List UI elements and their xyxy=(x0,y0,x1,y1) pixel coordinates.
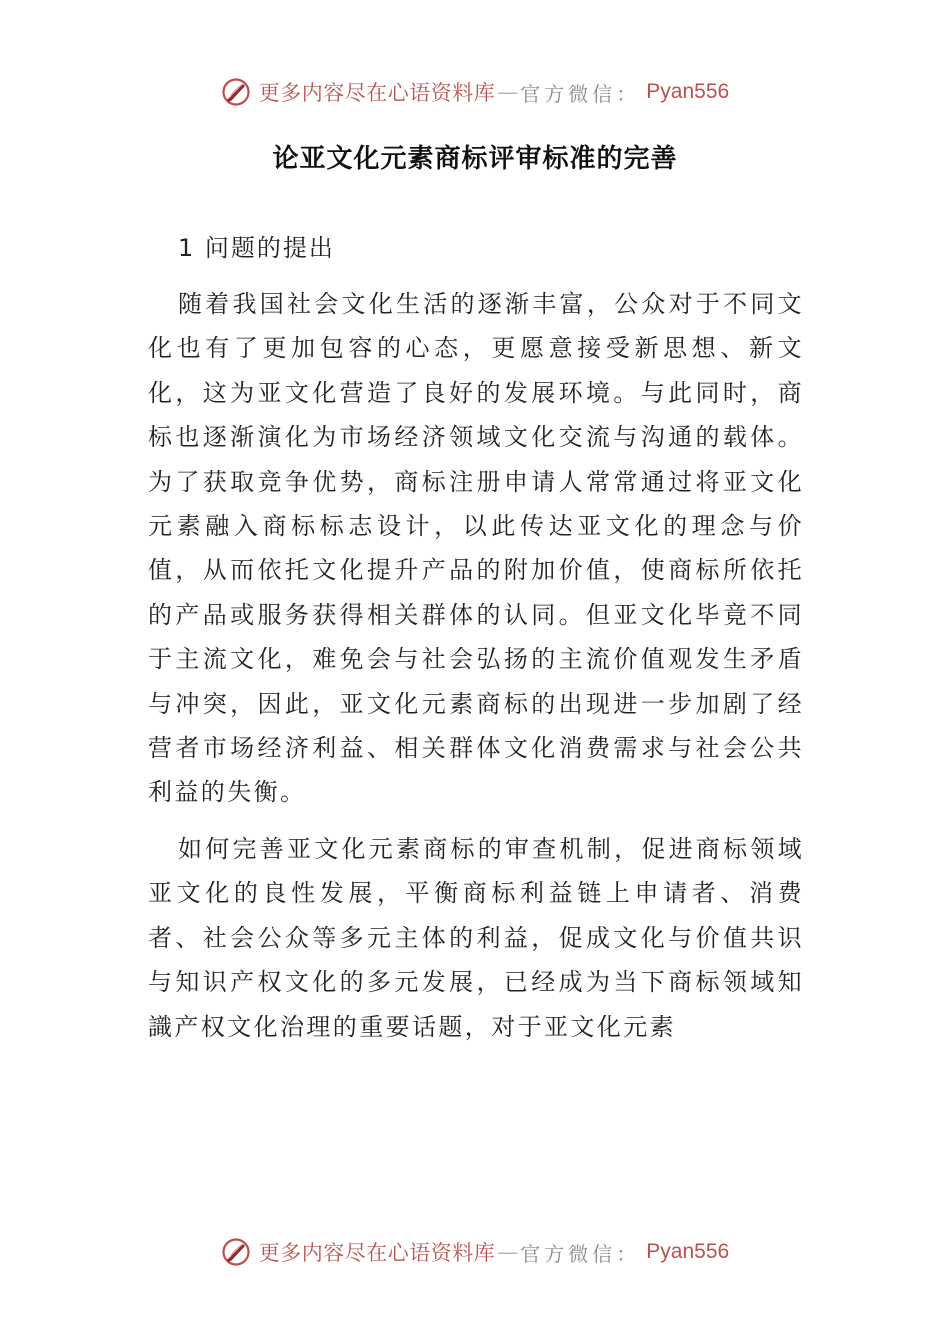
document-title: 论亚文化元素商标评审标准的完善 xyxy=(272,144,678,174)
quill-pen-logo-icon xyxy=(221,77,251,107)
banner-official-label: 官方微信： xyxy=(520,81,641,106)
footer-banner xyxy=(0,1232,950,1272)
body-paragraph-2: 如何完善亚文化元素商标的审查机制，促进商标领域亚文化的良性发展，平衡商标利益链上申请者、消费者、社会公众等多元主体的利益，促成文化与价值共识与知识产权文化的多元发展，已经成为当下商标领域知識产权文化治理的重要话题，对于亚文化元素 xyxy=(148,834,804,1041)
banner-brand-text: 更多内容尽在心语资料库 xyxy=(258,1241,496,1265)
banner-official-label: 官方微信： xyxy=(520,1241,641,1266)
quill-pen-logo-icon xyxy=(221,1237,251,1267)
document-body xyxy=(148,226,804,1061)
banner-wechat-id: Pyan556 xyxy=(646,1240,730,1263)
header-banner xyxy=(0,72,950,112)
banner-wechat-id: Pyan556 xyxy=(646,80,730,103)
banner-dash: — xyxy=(497,80,519,104)
banner-dash: — xyxy=(497,1240,519,1264)
banner-brand-text: 更多内容尽在心语资料库 xyxy=(258,81,496,105)
body-paragraph-1: 随着我国社会文化生活的逐渐丰富，公众对于不同文化也有了更加包容的心态，更愿意接受新思想、新文化，这为亚文化营造了良好的发展环境。与此同时，商标也逐渐演化为市场经济领域文化交流与沟通的载体。为了获取竞争优势，商标注册申请人常常通过将亚文化元素融入商标标志设计，以此传达亚文化的理念与价值，从而依托文化提升产品的附加价值，使商标所依托的产品或服务获得相关群体的认同。但亚文化毕竟不同于主流文化，难免会与社会弘扬的主流价值观发生矛盾与冲突，因此，亚文化元素商标的出现进一步加剧了经营者市场经济利益、相关群体文化消费需求与社会公共利益的失衡。 xyxy=(148,290,804,807)
section-heading: 1 问题的提出 xyxy=(178,234,335,262)
